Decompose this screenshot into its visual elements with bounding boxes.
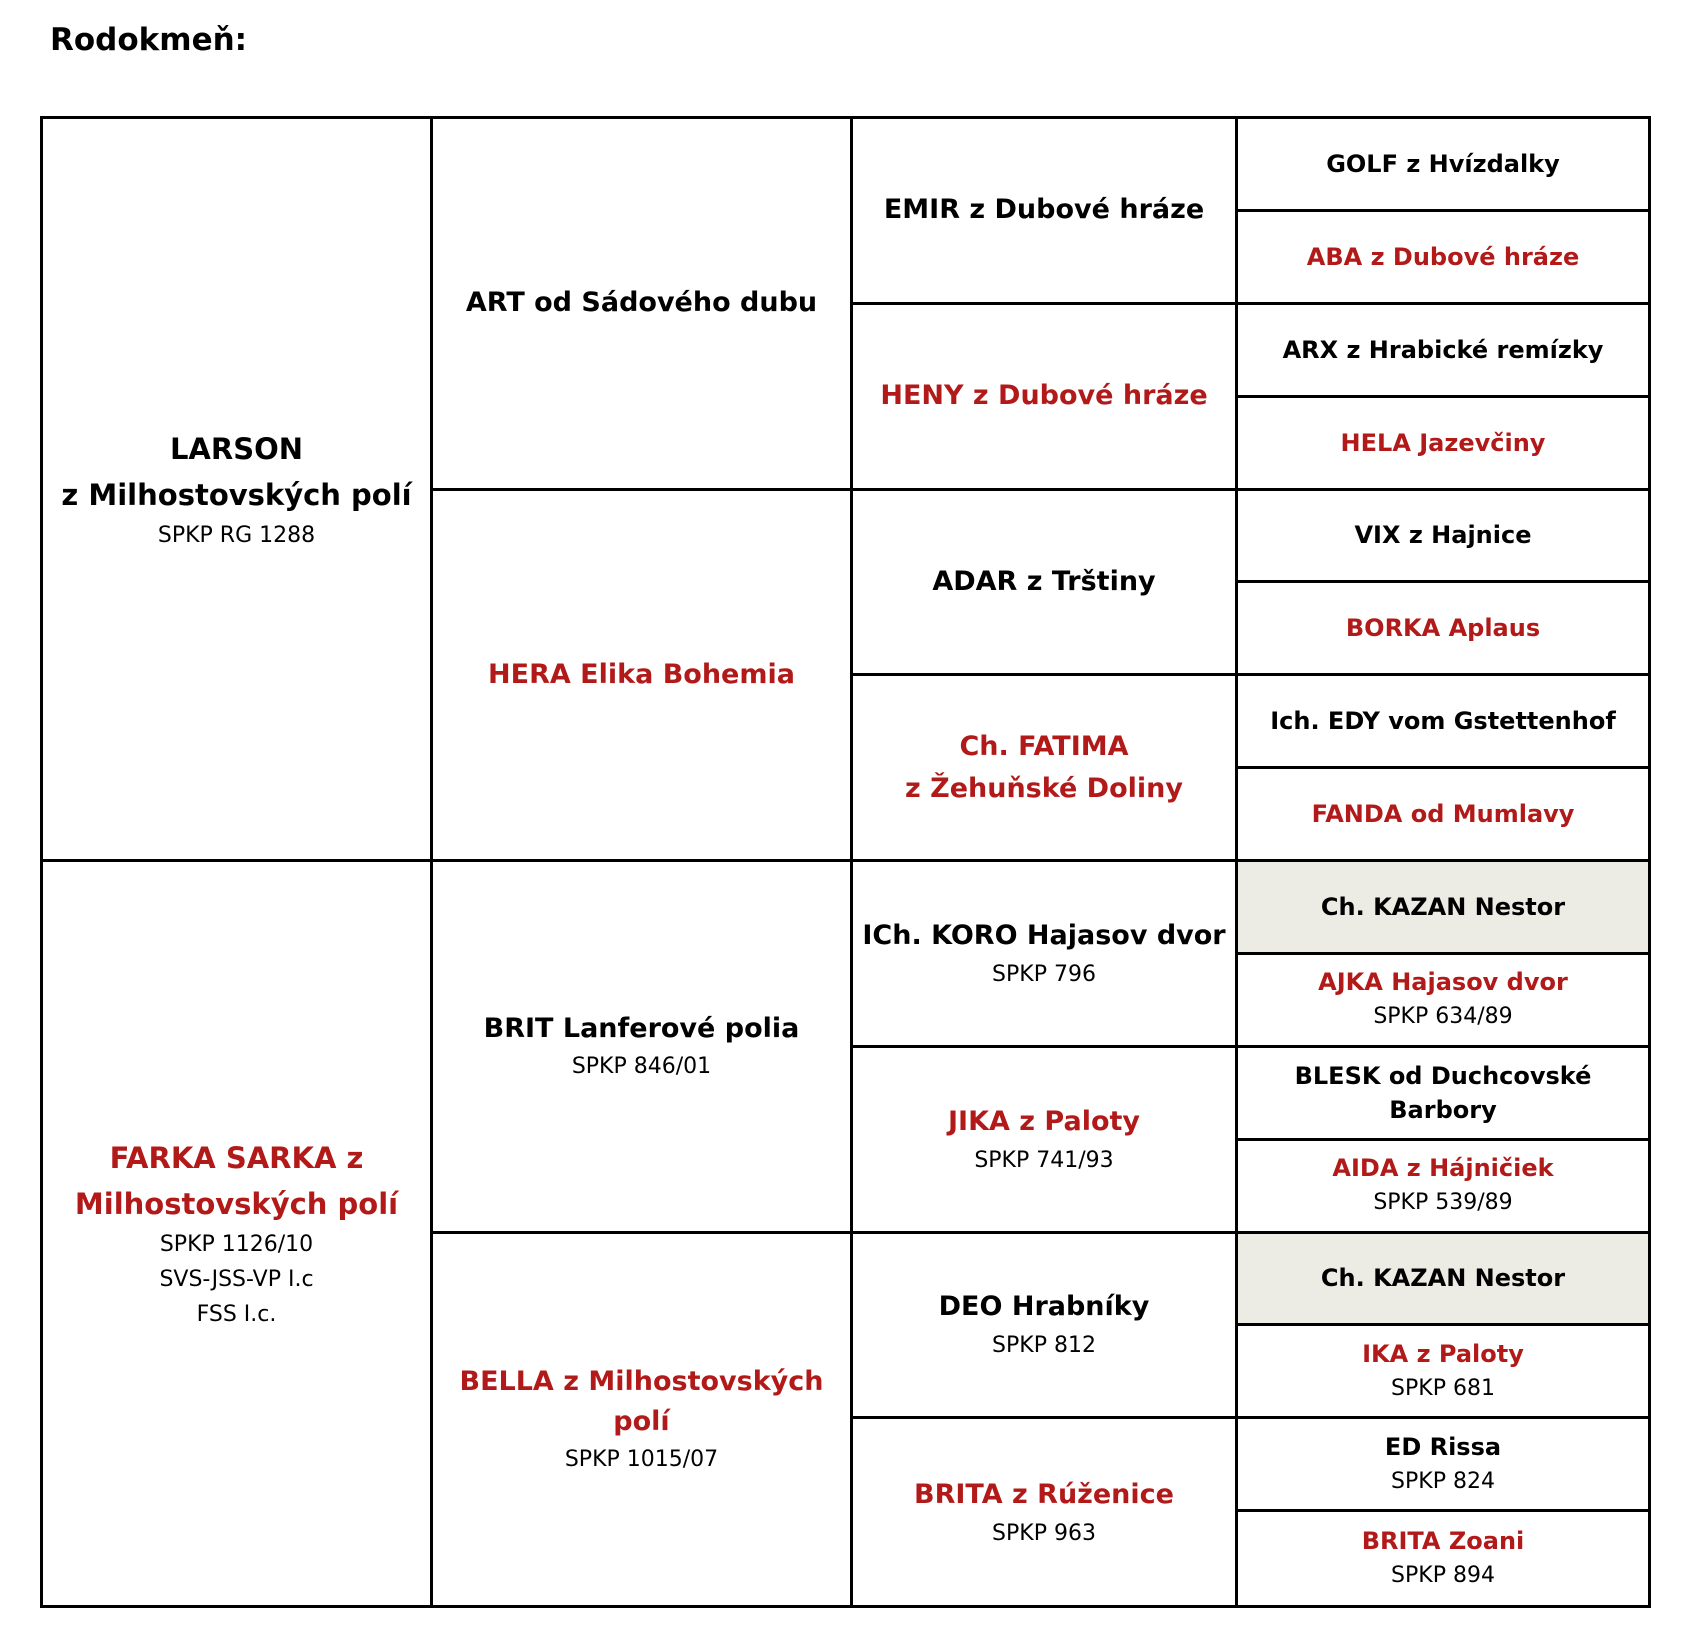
great-grandparent-cell (853, 491, 1238, 677)
parent-name (75, 1135, 398, 1227)
great-grandparent-cell (853, 119, 1238, 305)
great-great-grandparent-cell (1238, 769, 1648, 862)
great-great-grandparent-cell (1238, 1326, 1648, 1419)
name-line: ADAR z Trštiny (932, 565, 1156, 597)
registration-number: SPKP 539/89 (1373, 1190, 1513, 1216)
great-grandparent-name (880, 375, 1207, 417)
great-great-grandparent-name: BORKA Aplaus (1345, 614, 1541, 643)
name-line: ICh. KORO Hajasov dvor (862, 919, 1226, 951)
great-grandparent-name (862, 915, 1225, 957)
great-great-grandparent-cell (1238, 1141, 1648, 1234)
registration-number: SPKP 846/01 (571, 1053, 712, 1079)
great-grandparent-cell (853, 862, 1238, 1048)
name-line: HENY z Dubové hráze (880, 380, 1208, 412)
great-great-grandparent-cell (1238, 398, 1648, 491)
great-great-grandparent-name: ED Rissa (1384, 1432, 1502, 1461)
great-great-grandparent-cell (1238, 676, 1648, 769)
name-line: EMIR z Dubové hráze (883, 194, 1205, 226)
great-great-grandparent-name: ABA z Dubové hráze (1306, 242, 1580, 271)
great-great-grandparent-name: VIX z Hajnice (1354, 521, 1532, 550)
registration-number: SPKP RG 1288 (157, 522, 316, 548)
great-grandparent-cell (853, 305, 1238, 491)
grandparent-cell (433, 1234, 853, 1606)
page-title: Rodokmeň: (50, 22, 248, 58)
great-grandparent-name (905, 726, 1183, 810)
great-great-grandparent-name: AJKA Hajasov dvor (1318, 968, 1568, 997)
great-great-grandparent-name: Ch. KAZAN Nestor (1320, 892, 1566, 921)
great-great-grandparent-cell (1238, 212, 1648, 305)
name-line: JIKA z Paloty (947, 1105, 1141, 1137)
parent-name-line: LARSON (169, 431, 304, 466)
great-great-grandparent-name: GOLF z Hvízdalky (1326, 149, 1560, 178)
great-great-grandparent-cell (1238, 491, 1648, 584)
great-great-grandparent-name: HELA Jazevčiny (1340, 428, 1546, 457)
grandparent-cell (433, 491, 853, 863)
registration-number: SPKP 681 (1391, 1375, 1495, 1401)
registration-number: SPKP 634/89 (1373, 1004, 1513, 1030)
great-great-grandparent-name: IKA z Paloty (1362, 1339, 1524, 1368)
great-grandparent-cell (853, 1419, 1238, 1605)
registration-number: SPKP 1126/10 (159, 1232, 314, 1257)
great-great-grandparent-cell (1238, 583, 1648, 676)
great-great-grandparent-cell (1238, 1048, 1648, 1141)
great-great-grandparent-name: FANDA od Mumlavy (1311, 800, 1575, 829)
registration-number: SPKP 1015/07 (564, 1446, 719, 1472)
great-grandparent-name (948, 1101, 1140, 1143)
great-grandparent-cell (853, 676, 1238, 862)
parent-name-line: z Milhostovských polí (61, 477, 412, 512)
parent-name-line: Milhostovských polí (74, 1187, 399, 1221)
great-great-grandparent-name: Ch. KAZAN Nestor (1320, 1264, 1566, 1293)
grandparent-name: BELLA z Milhostovských polí (459, 1365, 824, 1437)
name-line: Ch. FATIMA (959, 730, 1129, 762)
great-grandparent-cell (853, 1234, 1238, 1420)
registration-number: FSS I.c. (196, 1302, 277, 1327)
grandparent-name: BRIT Lanferové polia (483, 1012, 800, 1044)
registration-number: SPKP 894 (1391, 1563, 1495, 1589)
name-line: z Žehuňské Doliny (905, 772, 1183, 804)
registration-number: SPKP 824 (1391, 1468, 1495, 1494)
great-grandparent-name (932, 561, 1155, 603)
great-great-grandparent-name: Ich. EDY vom Gstettenhof (1270, 707, 1616, 736)
grandparent-name: HERA Elika Bohemia (488, 658, 795, 690)
great-great-grandparent-cell (1238, 955, 1648, 1048)
name-line: DEO Hrabníky (938, 1291, 1150, 1323)
grandparent-cell (433, 862, 853, 1234)
grandparent-cell (433, 119, 853, 491)
great-great-grandparent-name: ARX z Hrabické remízky (1282, 335, 1604, 364)
great-great-grandparent-cell (1238, 305, 1648, 398)
pedigree-table (40, 116, 1651, 1608)
registration-number: SPKP 812 (992, 1333, 1096, 1359)
great-great-grandparent-name: BLESK od Duchcovské Barbory (1294, 1061, 1592, 1124)
sire-cell (43, 119, 433, 862)
parent-name-line: FARKA SARKA z (109, 1141, 364, 1175)
registration-number: SPKP 741/93 (974, 1147, 1114, 1173)
great-great-grandparent-cell (1238, 1234, 1648, 1327)
great-grandparent-cell (853, 1048, 1238, 1234)
great-great-grandparent-name: AIDA z Hájničiek (1332, 1154, 1554, 1183)
registration-number: SVS-JSS-VP I.c (159, 1267, 314, 1292)
great-grandparent-name (914, 1474, 1174, 1516)
great-great-grandparent-cell (1238, 119, 1648, 212)
great-grandparent-name (939, 1286, 1150, 1328)
great-great-grandparent-cell (1238, 1512, 1648, 1605)
parent-name (61, 426, 411, 518)
registration-number: SPKP 963 (992, 1520, 1096, 1546)
great-great-grandparent-cell (1238, 862, 1648, 955)
great-grandparent-name (884, 189, 1204, 231)
registration-number: SPKP 796 (992, 961, 1096, 987)
great-great-grandparent-cell (1238, 1419, 1648, 1512)
grandparent-name: ART od Sádového dubu (465, 287, 818, 319)
great-great-grandparent-name: BRITA Zoani (1361, 1527, 1525, 1556)
name-line: BRITA z Rúženice (914, 1478, 1174, 1510)
dam-cell (43, 862, 433, 1605)
